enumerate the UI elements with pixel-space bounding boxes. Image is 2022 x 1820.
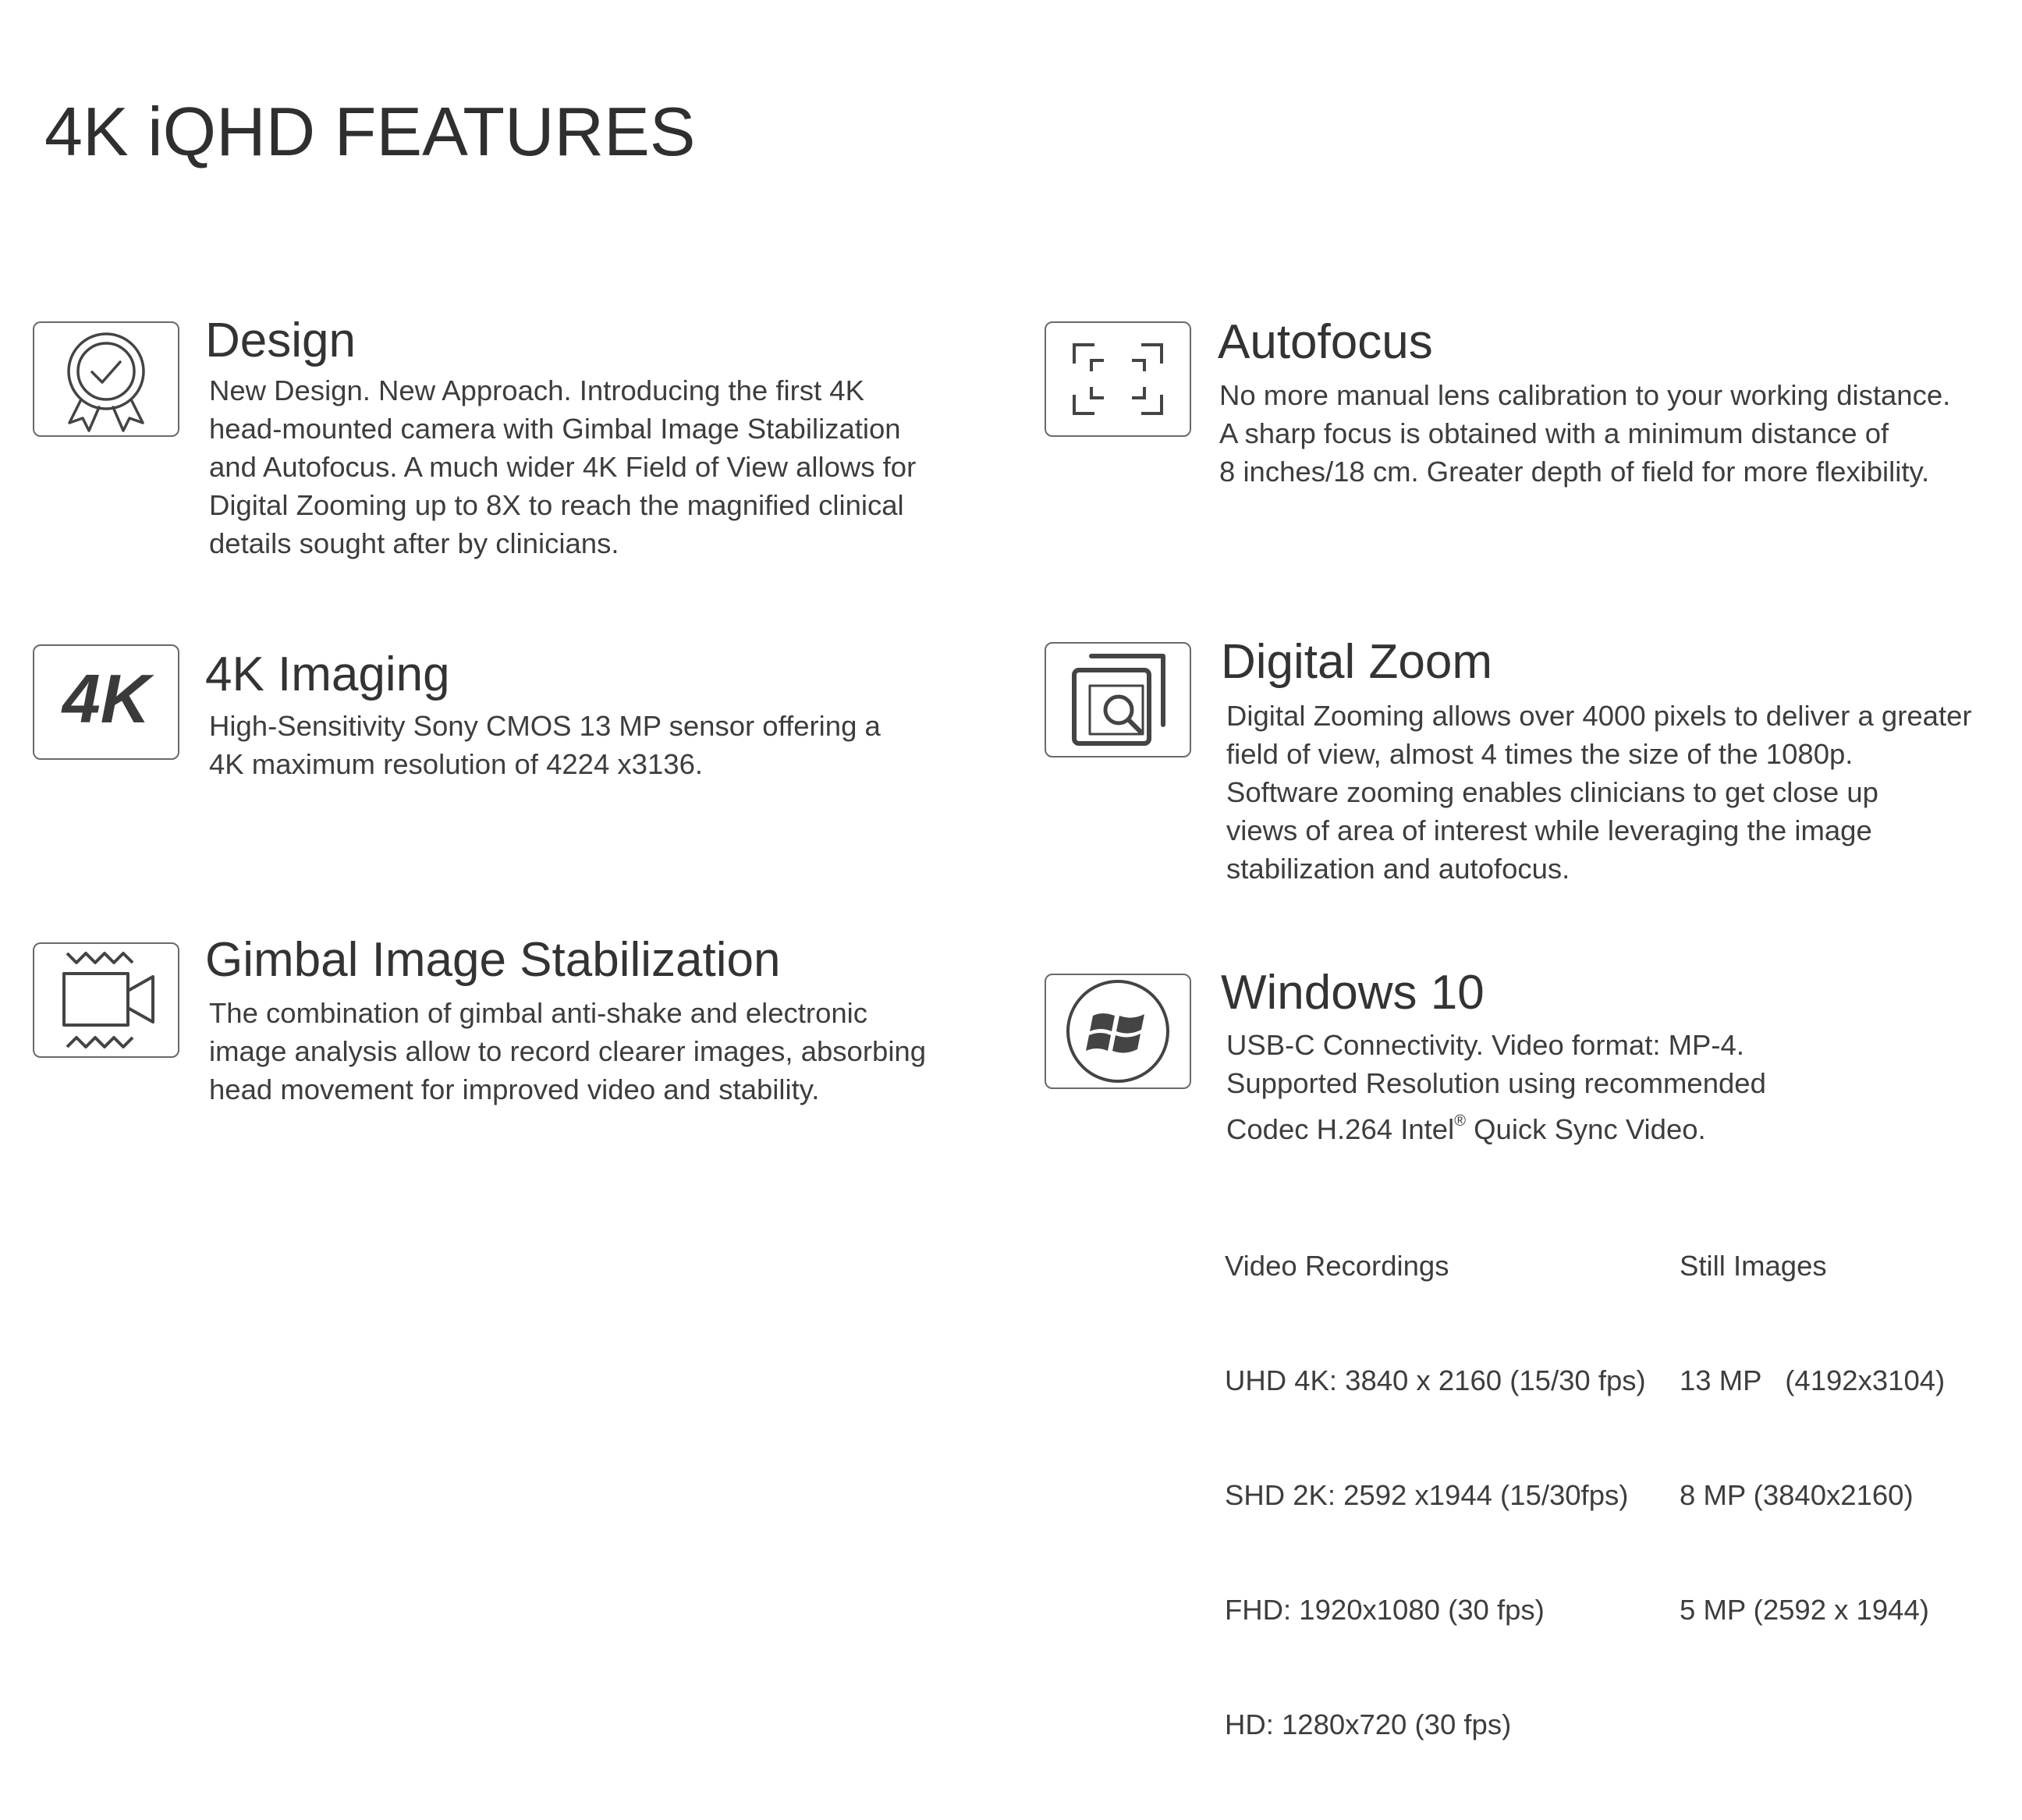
codec-text: Codec H.264 Intel [1226, 1113, 1455, 1146]
description-line: The combination of gimbal anti-shake and electronic [209, 997, 868, 1029]
feature-description [209, 371, 916, 562]
feature-title: Autofocus [1218, 315, 1433, 369]
description-line: Digital Zooming up to 8X to reach the magnified clinical [209, 489, 904, 521]
feature-description [209, 707, 881, 783]
feature-title: Windows 10 [1221, 966, 1485, 1020]
feature-title: Gimbal Image Stabilization [205, 933, 781, 987]
description-line: head-mounted camera with Gimbal Image Stabilization [209, 413, 901, 445]
video-recordings-header: Video Recordings [1225, 1250, 1449, 1282]
description-line: field of view, almost 4 times the size of the 1080p. [1226, 738, 1854, 770]
feature-title: Design [205, 314, 356, 367]
video-recording-row: SHD 2K: 2592 x1944 (15/30fps) [1225, 1479, 1629, 1511]
codec-text-end: Quick Sync Video. [1465, 1113, 1706, 1146]
feature-description [1219, 376, 1950, 491]
description-line: 8 inches/18 cm. Greater depth of field for more flexibility. [1219, 456, 1930, 488]
feature-description [1226, 697, 1972, 888]
description-line: USB-C Connectivity. Video format: MP-4. [1226, 1029, 1744, 1061]
award-ribbon-icon [33, 321, 179, 437]
svg-text:4K: 4K [62, 660, 151, 737]
video-recordings-column [1225, 1170, 1646, 1820]
video-camera-stabilization-icon [33, 942, 179, 1058]
windows-logo-icon [1045, 974, 1191, 1089]
registered-mark: ® [1454, 1112, 1466, 1130]
description-line: 4K maximum resolution of 4224 x3136. [209, 748, 704, 780]
video-recording-row: UHD 4K: 3840 x 2160 (15/30 fps) [1225, 1364, 1646, 1396]
magnify-zoom-icon [1045, 642, 1191, 757]
still-image-row: 8 MP (3840x2160) [1680, 1479, 1914, 1511]
description-line: New Design. New Approach. Introducing the first 4K [209, 374, 864, 406]
description-line: Software zooming enables clinicians to get close up [1226, 776, 1878, 808]
still-image-row: 5 MP (2592 x 1944) [1680, 1594, 1929, 1626]
still-images-column [1680, 1170, 1945, 1705]
feature-title: 4K Imaging [205, 647, 450, 701]
video-recording-row: HD: 1280x720 (30 fps) [1225, 1708, 1512, 1740]
description-line: head movement for improved video and stability. [209, 1073, 820, 1105]
codec-line [1226, 1102, 1766, 1148]
description-line: views of area of interest while leveraging the image [1226, 814, 1872, 846]
description-line: and Autofocus. A much wider 4K Field of View allows for [209, 451, 917, 483]
description-line: High-Sensitivity Sony CMOS 13 MP sensor offering a [209, 710, 881, 742]
still-image-row: 13 MP (4192x3104) [1680, 1364, 1946, 1396]
video-recording-row: FHD: 1920x1080 (30 fps) [1225, 1594, 1545, 1626]
description-line: Digital Zooming allows over 4000 pixels to deliver a greater [1226, 700, 1972, 732]
description-line: A sharp focus is obtained with a minimum distance of [1219, 417, 1889, 449]
description-line: image analysis allow to record clearer images, absorbing [209, 1035, 927, 1067]
feature-title: Digital Zoom [1221, 635, 1492, 689]
feature-description [1226, 1026, 1766, 1148]
description-line: Supported Resolution using recommended [1226, 1067, 1766, 1099]
description-line: No more manual lens calibration to your working distance. [1219, 379, 1951, 411]
page-title: 4K iQHD FEATURES [44, 93, 696, 170]
still-images-header: Still Images [1680, 1250, 1827, 1282]
description-line: details sought after by clinicians. [209, 527, 619, 559]
focus-frame-icon [1045, 321, 1191, 437]
description-line: stabilization and autofocus. [1226, 853, 1570, 885]
feature-description [209, 994, 926, 1109]
4k-icon [33, 644, 179, 760]
